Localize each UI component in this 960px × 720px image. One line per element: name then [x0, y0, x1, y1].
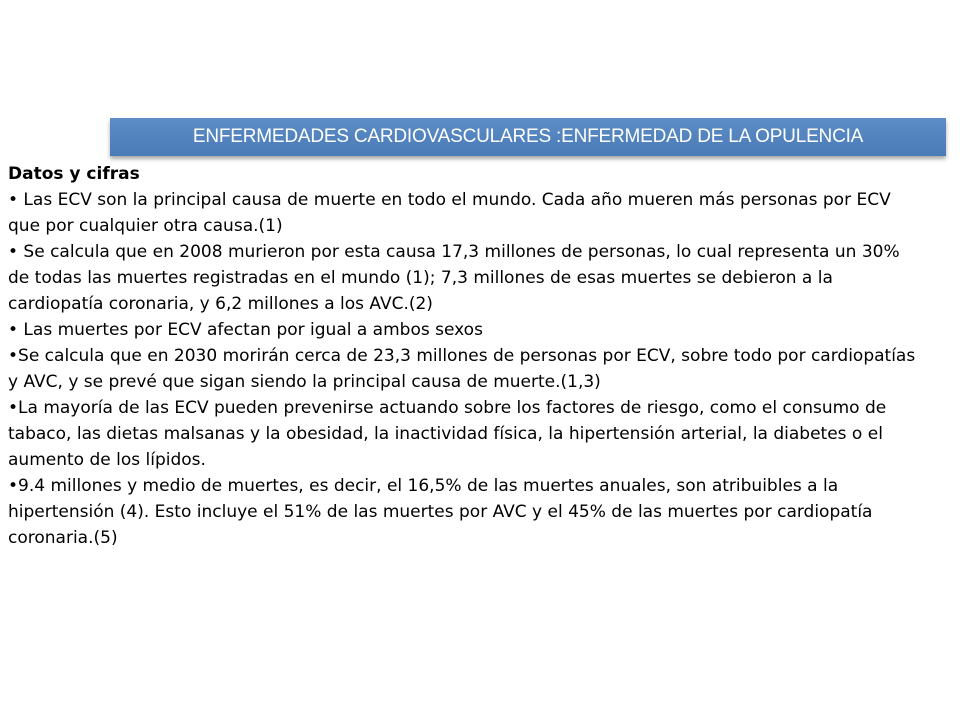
- section-heading: Datos y cifras: [8, 164, 140, 184]
- bullet-item: • Se calcula que en 2008 murieron por esta causa 17,3 millones de personas, lo cual representa un 30% de todas las muertes registradas en el mundo (1); 7,3 millones de esas muertes se debieron a la cardiopatía coronaria, y 6,2 millones a los AVC.(2): [8, 242, 900, 314]
- bullet-item: •La mayoría de las ECV pueden prevenirse actuando sobre los factores de riesgo, como el consumo de tabaco, las dietas malsanas y la obesidad, la inactividad física, la hipertensión arterial, la diabetes o el aumento de los lípidos.: [8, 398, 887, 470]
- bullet-item: •9.4 millones y medio de muertes, es decir, el 16,5% de las muertes anuales, son atribuibles a la hipertensión (4). Esto incluye el 51% de las muertes por AVC y el 45% de las muertes por cardiopatía coronaria.(5): [8, 476, 873, 548]
- slide-title-bar: [110, 118, 946, 156]
- bullet-item: •Se calcula que en 2030 morirán cerca de 23,3 millones de personas por ECV, sobre todo por cardiopatías y AVC, y se prevé que sigan siendo la principal causa de muerte.(1,3): [8, 346, 916, 392]
- bullet-item: • Las ECV son la principal causa de muerte en todo el mundo. Cada año mueren más personas por ECV que por cualquier otra causa.(1): [8, 190, 891, 236]
- slide-body: [8, 161, 920, 551]
- bullet-item: • Las muertes por ECV afectan por igual a ambos sexos: [8, 320, 483, 340]
- slide-title: ENFERMEDADES CARDIOVASCULARES :ENFERMEDAD DE LA OPULENCIA: [192, 126, 864, 147]
